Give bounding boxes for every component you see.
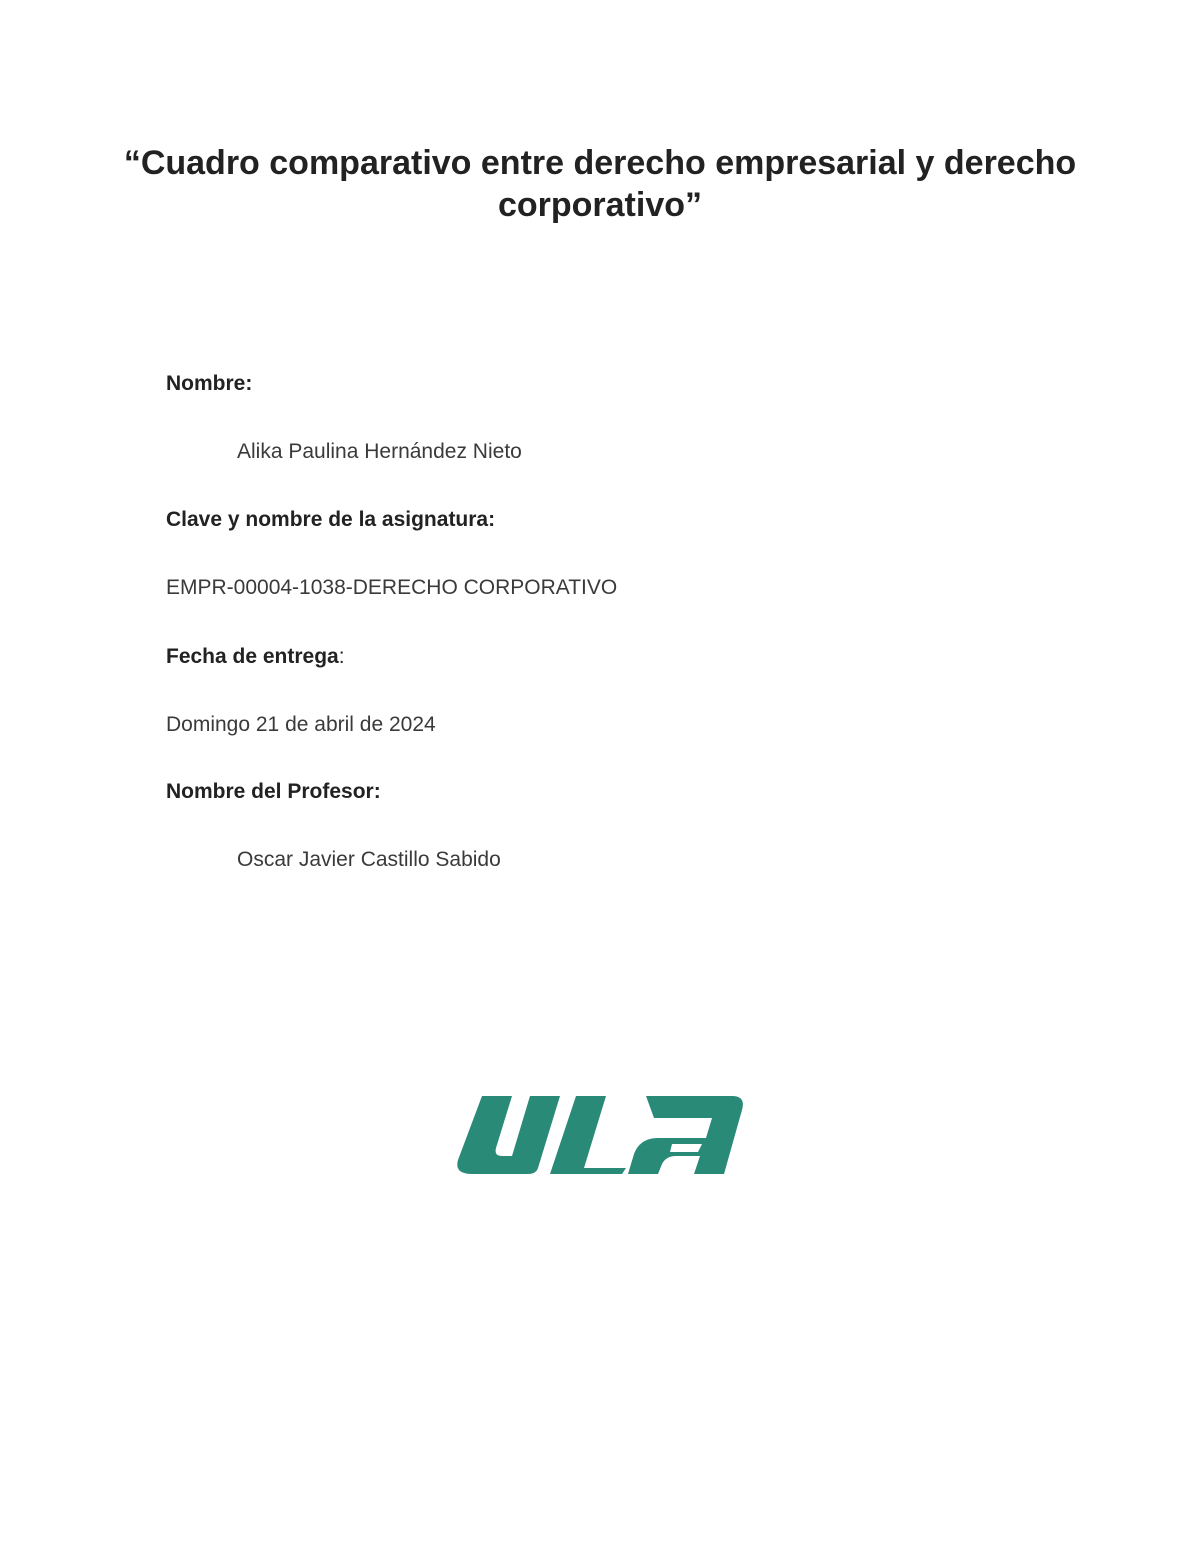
ula-logo-mark bbox=[457, 1096, 743, 1174]
nombre-label: Nombre: bbox=[166, 372, 253, 395]
fecha-label-colon: : bbox=[338, 645, 345, 668]
profesor-value: Oscar Javier Castillo Sabido bbox=[237, 848, 501, 871]
fecha-label: Fecha de entrega bbox=[166, 645, 339, 668]
asignatura-label: Clave y nombre de la asignatura: bbox=[166, 508, 496, 531]
nombre-value: Alika Paulina Hernández Nieto bbox=[237, 440, 522, 463]
fecha-value: Domingo 21 de abril de 2024 bbox=[166, 713, 436, 736]
ula-logo bbox=[450, 1088, 750, 1184]
profesor-label: Nombre del Profesor: bbox=[166, 780, 381, 803]
asignatura-value: EMPR-00004-1038-DERECHO CORPORATIVO bbox=[166, 576, 618, 599]
fecha-label-row bbox=[166, 645, 345, 669]
document-title: “Cuadro comparativo entre derecho empresarial y derecho corporativo” bbox=[123, 144, 1077, 224]
